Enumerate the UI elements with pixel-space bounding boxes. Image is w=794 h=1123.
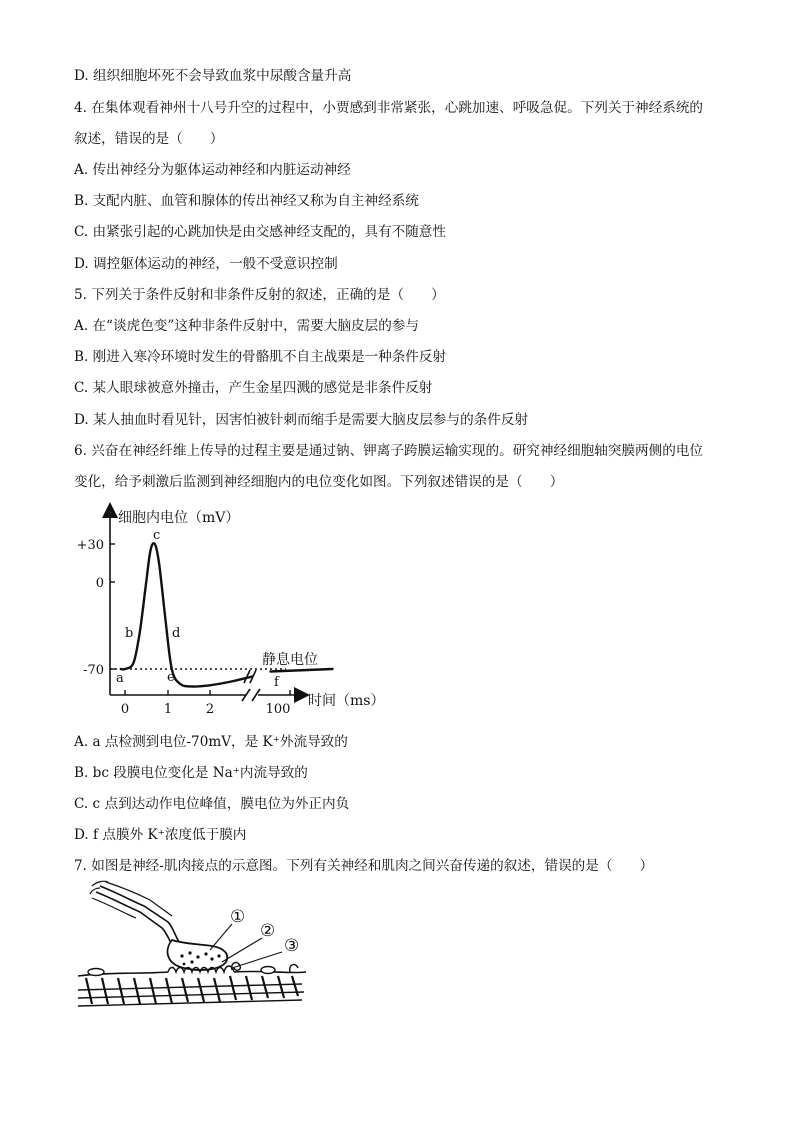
action-potential-chart	[74, 500, 394, 725]
action-potential-curve	[121, 543, 253, 686]
label-leader-2	[222, 938, 262, 962]
q5-stem: 5. 下列关于条件反射和非条件反射的叙述，正确的是（ ）	[74, 287, 445, 303]
q4-option-a: A. 传出神经分为躯体运动神经和内脏运动神经	[74, 162, 351, 178]
figure-label-2: ②	[260, 921, 276, 941]
x-tick-label: 1	[163, 702, 173, 717]
point-label-e: e	[167, 670, 175, 685]
muscle-fiber	[78, 984, 304, 1006]
nerve-fiber	[96, 892, 176, 950]
x-tick-label: 0	[120, 702, 130, 717]
nerve-fiber	[100, 886, 182, 946]
q6-option-a: A. a 点检测到电位-70mV，是 K⁺外流导致的	[74, 734, 348, 750]
point-label-d: d	[172, 626, 181, 641]
x-tick-label: 2	[205, 702, 215, 717]
q6-stem-line1: 6. 兴奋在神经纤维上传导的过程主要是通过钠、钾离子跨膜运输实现的。研究神经细胞轴突膜两侧的电位	[74, 443, 704, 459]
q4-stem-line2: 叙述，错误的是（ ）	[74, 131, 224, 147]
q6-stem-line2: 变化，给予刺激后监测到神经细胞内的电位变化如图。下列叙述错误的是（ ）	[74, 474, 564, 490]
figure-label-1: ①	[230, 907, 246, 927]
point-label-f: f	[274, 675, 279, 690]
point-label-b: b	[125, 626, 134, 641]
point-label-c: c	[153, 528, 161, 543]
q6-option-d: D. f 点膜外 K⁺浓度低于膜内	[74, 827, 247, 843]
neuromuscular-junction-figure	[72, 880, 322, 1010]
q5-option-d: D. 某人抽血时看见针，因害怕被针刺而缩手是需要大脑皮层参与的条件反射	[74, 412, 529, 428]
y-axis-label: 细胞内电位（mV）	[118, 510, 240, 526]
q7-stem: 7. 如图是神经-肌肉接点的示意图。下列有关神经和肌肉之间兴奋传递的叙述，错误的是（ ）	[74, 858, 654, 874]
q5-option-c: C. 某人眼球被意外撞击，产生金星四溅的感觉是非条件反射	[74, 380, 433, 396]
q6-option-c: C. c 点到达动作电位峰值，膜电位为外正内负	[74, 796, 350, 812]
q4-option-c: C. 由紧张引起的心跳加快是由交感神经支配的，具有不随意性	[74, 224, 446, 240]
muscle-curl	[290, 965, 298, 972]
q5-option-a: A. 在“谈虎色变”这种非条件反射中，需要大脑皮层的参与	[74, 318, 420, 334]
resting-potential-label: 静息电位	[262, 652, 318, 668]
x-axis-label: 时间（ms）	[308, 693, 385, 709]
y-tick-label: 0	[95, 576, 104, 591]
y-tick-label: -70	[83, 663, 104, 678]
q4-option-d: D. 调控躯体运动的神经，一般不受意识控制	[74, 256, 338, 272]
label-leader-3	[232, 952, 282, 968]
figure-label-3: ③	[284, 936, 300, 956]
y-tick-label: +30	[76, 538, 104, 553]
q4-option-b: B. 支配内脏、血管和腺体的传出神经又称为自主神经系统	[74, 193, 419, 209]
q4-stem-line1: 4. 在集体观看神州十八号升空的过程中，小贾感到非常紧张，心跳加速、呼吸急促。下列关于神经系统的	[74, 100, 704, 116]
point-label-a: a	[116, 671, 124, 686]
q6-option-b: B. bc 段膜电位变化是 Na⁺内流导致的	[74, 765, 308, 781]
q5-option-b: B. 刚进入寒冷环境时发生的骨骼肌不自主战栗是一种条件反射	[74, 349, 447, 365]
action-potential-tail	[271, 669, 333, 672]
label-leader-1	[210, 924, 232, 950]
muscle-striations	[86, 976, 298, 1004]
muscle-nucleus	[88, 969, 104, 976]
muscle-nucleus	[261, 967, 275, 974]
x-tick-label: 100	[265, 702, 291, 717]
q3-option-d: D. 组织细胞坏死不会导致血浆中尿酸含量升高	[74, 68, 352, 84]
